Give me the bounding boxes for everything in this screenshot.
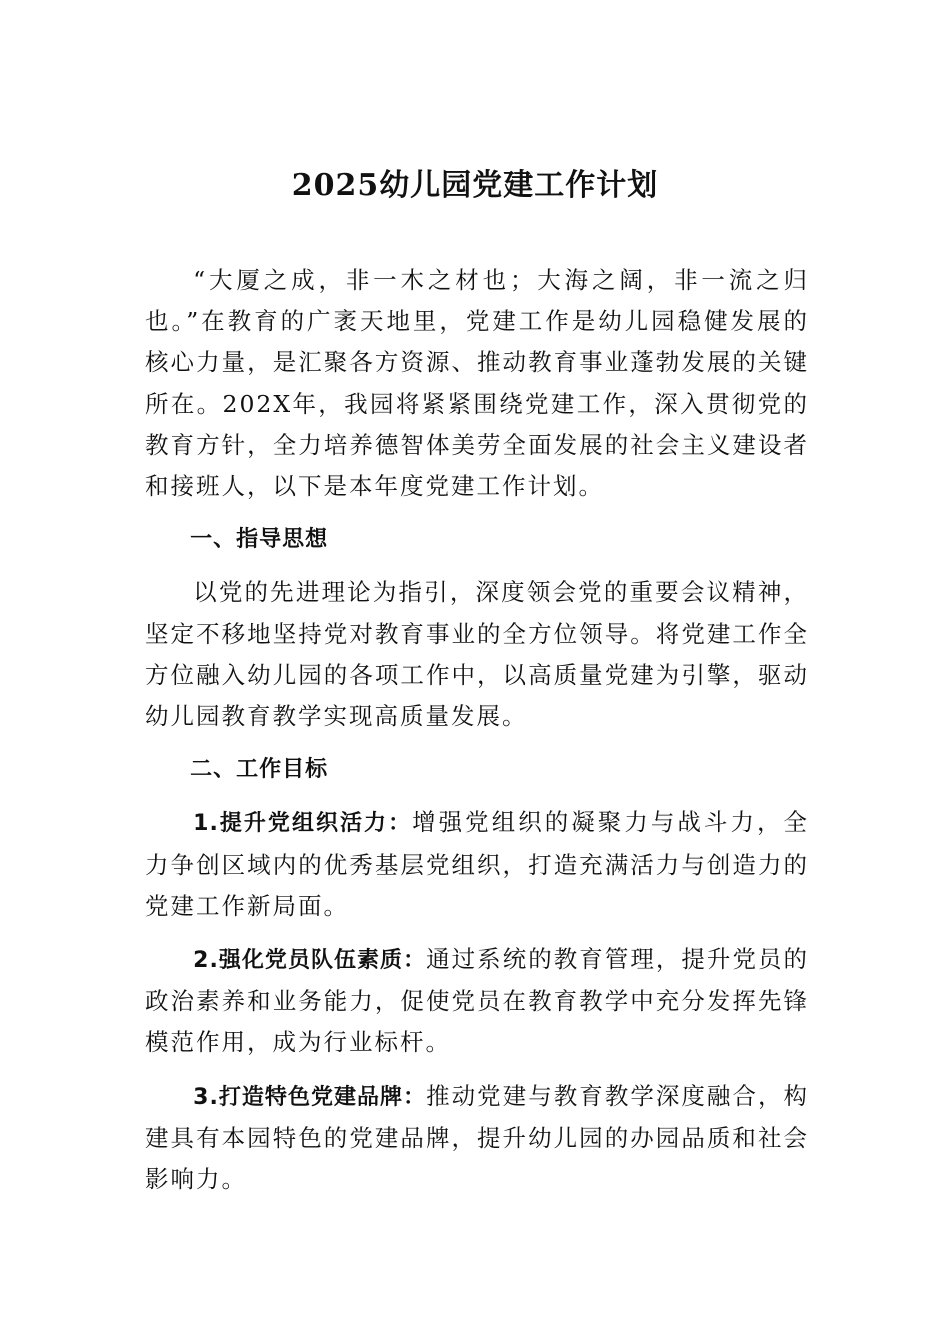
goal-item-text: 增强党组织的凝聚力与战斗力，全力争创区域内的优秀基层党组织，打造充满活力与创造力的党建工作新局面。 [145,808,810,920]
goal-item-lead: 3.打造特色党建品牌： [193,1084,427,1110]
goal-item [145,939,809,1064]
section-heading-guiding-ideology: 一、指导思想 [190,527,329,553]
goal-item-lead: 1.提升党组织活力： [193,811,413,837]
guiding-ideology-paragraph: 以党的先进理论为指引，深度领会党的重要会议精神，坚定不移地坚持党对教育事业的全方位领导。将党建工作全方位融入幼儿园的各项工作中，以高质量党建为引擎，驱动幼儿园教育教学实现高质量发展。 [145,578,809,731]
intro-paragraph: “大厦之成，非一木之材也；大海之阔，非一流之归也。”在教育的广袤天地里，党建工作是幼儿园稳健发展的核心力量，是汇聚各方资源、推动教育事业蓬勃发展的关键所在。202X年，我园将紧紧围绕党建工作，深入贯彻党的教育方针，全力培养德智体美劳全面发展的社会主义建设者和接班人，以下是本年度党建工作计划。 [145,266,809,501]
goal-item [145,1076,809,1201]
document-title: 2025幼儿园党建工作计划 [291,168,659,203]
document-body [145,260,809,1200]
goal-item-text: 通过系统的教育管理，提升党员的政治素养和业务能力，促使党员在教育教学中充分发挥先锋模范作用，成为行业标杆。 [145,945,810,1057]
goal-item-lead: 2.强化党员队伍素质： [193,948,427,974]
goal-item-text: 推动党建与教育教学深度融合，构建具有本园特色的党建品牌，提升幼儿园的办园品质和社会影响力。 [145,1081,810,1194]
goal-item [145,802,809,927]
section-heading-work-goals: 二、工作目标 [190,757,329,783]
